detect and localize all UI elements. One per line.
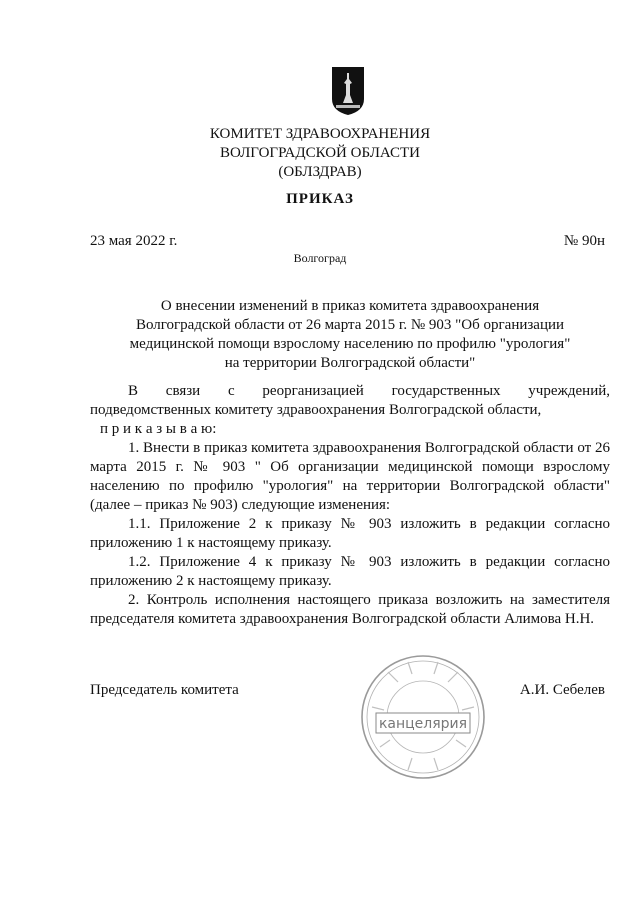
org-name-abbr: (ОБЛЗДРАВ) (278, 164, 362, 180)
item-1-2: 1.2. Приложение 4 к приказу № 903 изложить в редакции согласно приложению 2 к настоящему приказу. (90, 554, 610, 589)
subject-line: О внесении изменений в приказ комитета здравоохранения (160, 298, 540, 314)
document-title: ПРИКАЗ (286, 191, 354, 207)
intro-paragraph-line1: В связи с реорганизацией государственных учреждений, (128, 383, 610, 399)
document-body (90, 382, 610, 629)
document-city: Волгоград (293, 251, 347, 265)
intro-paragraph-line2: подведомственных комитету здравоохранения Волгоградской области, (90, 402, 542, 418)
document-date: 23 мая 2022 г. (90, 233, 178, 249)
coat-of-arms-emblem (330, 65, 366, 117)
signature-name: А.И. Себелев (519, 682, 605, 698)
document-subject (110, 297, 590, 373)
signature-position: Председатель комитета (90, 682, 239, 698)
item-1: 1. Внести в приказ комитета здравоохранения Волгоградской области от 26 марта 2015 г. № 903 " Об организации медицинской помощи взрослому населению по профилю "урология" на территории Волгоградской области" (далее – приказ № 903) следующие изменения: (90, 440, 610, 513)
document-number: № 90н (563, 233, 605, 249)
org-name-line1: КОМИТЕТ ЗДРАВООХРАНЕНИЯ (209, 126, 431, 142)
item-1-1: 1.1. Приложение 2 к приказу № 903 изложить в редакции согласно приложению 1 к настоящему приказу. (90, 516, 610, 551)
subject-line: на территории Волгоградской области" (224, 355, 476, 371)
item-2: 2. Контроль исполнения настоящего приказа возложить на заместителя председателя комитета здравоохранения Волгоградской области Алимова Н.Н. (90, 592, 610, 627)
stamp-text: канцелярия (378, 716, 468, 732)
org-name-line2: ВОЛГОГРАДСКОЙ ОБЛАСТИ (220, 145, 420, 161)
decree-word: п р и к а з ы в а ю: (100, 421, 217, 437)
official-seal-stamp (358, 652, 488, 782)
subject-line: Волгоградской области от 26 марта 2015 г. № 903 "Об организации (135, 317, 565, 333)
subject-line: медицинской помощи взрослому населению по профилю "урология" (129, 336, 571, 352)
